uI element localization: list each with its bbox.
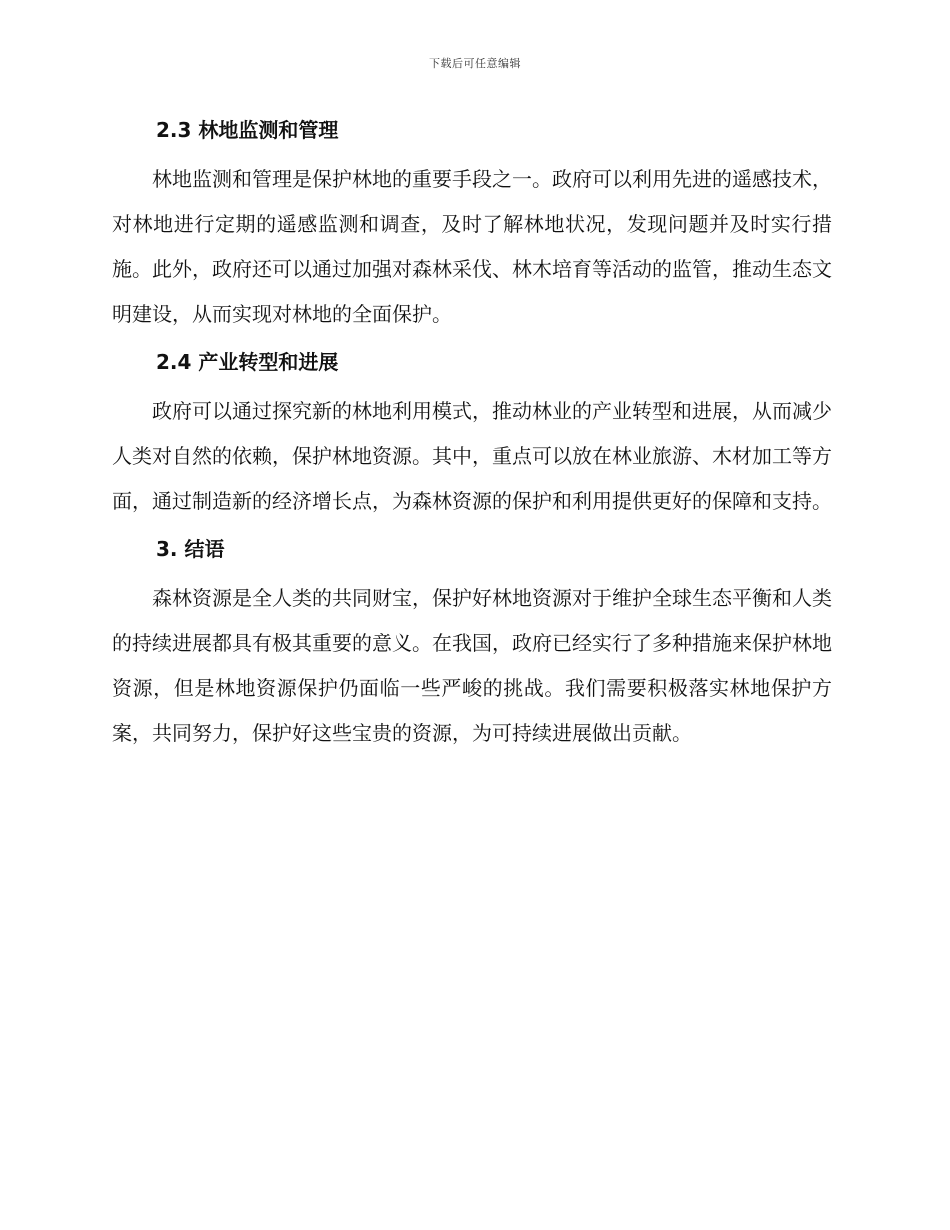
spacer [112, 569, 832, 576]
section-heading-2-3: 2.3 林地监测和管理 [156, 118, 339, 142]
section-paragraph-3: 森林资源是全人类的共同财宝，保护好林地资源对于维护全球生态平衡和人类的持续进展都具有极其重要的意义。在我国，政府已经实行了多种措施来保护林地资源，但是林地资源保护仍面临一些严峻的挑战。我们需要积极落实林地保护方案，共同努力，保护好这些宝贵的资源，为可持续进展做出贡献。 [112, 586, 832, 745]
section-heading-2-4: 2.4 产业转型和进展 [156, 350, 339, 374]
document-body [112, 110, 832, 756]
section-paragraph-2-4: 政府可以通过探究新的林地利用模式，推动林业的产业转型和进展，从而减少人类对自然的依赖，保护林地资源。其中，重点可以放在林业旅游、木材加工等方面，通过制造新的经济增长点，为森林资源的保护和利用提供更好的保障和支持。 [112, 399, 832, 513]
section-heading-3: 3. 结语 [156, 537, 225, 561]
section-paragraph-2-3: 林地监测和管理是保护林地的重要手段之一。政府可以利用先进的遥感技术，对林地进行定期的遥感监测和调查，及时了解林地状况，发现问题并及时实行措施。此外，政府还可以通过加强对森林采伐、林木培育等活动的监管，推动生态文明建设，从而实现对林地的全面保护。 [112, 167, 832, 326]
spacer [112, 150, 832, 157]
spacer [112, 382, 832, 389]
header-note: 下载后可任意编辑 [429, 57, 521, 70]
